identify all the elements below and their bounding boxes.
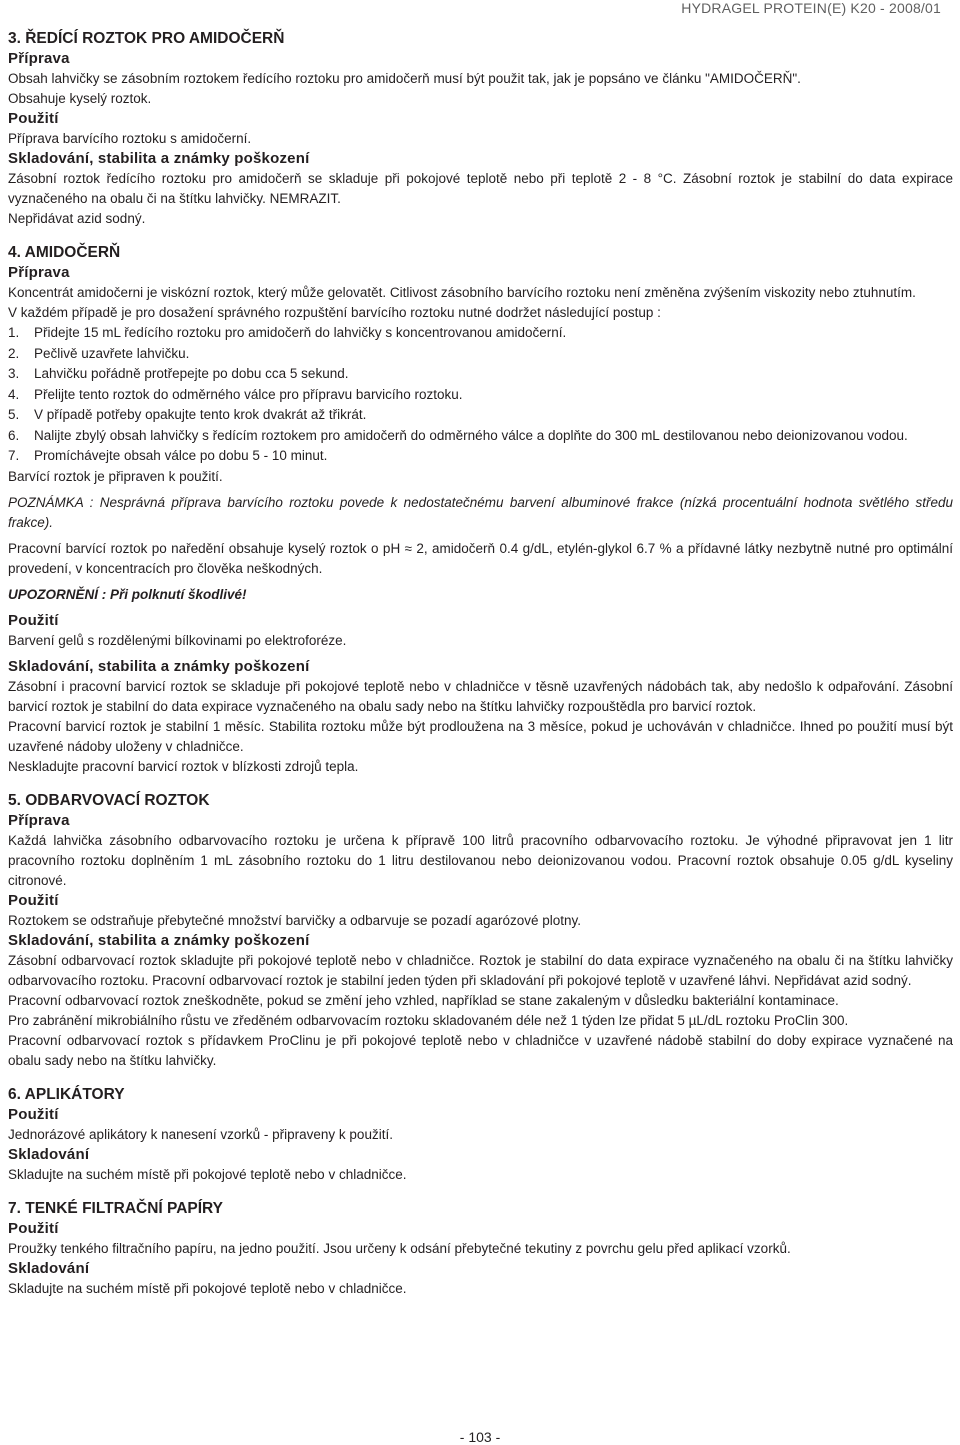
subheading-pouziti: Použití <box>8 891 59 909</box>
subheading-skladovani: Skladování <box>8 1145 90 1163</box>
step-text: Přelijte tento roztok do odměrného válce pro přípravu barvicího roztoku. <box>34 386 463 402</box>
subheading-priprava: Příprava <box>8 811 70 829</box>
step-number: 6. <box>8 427 20 443</box>
step-number: 5. <box>8 407 20 422</box>
paragraph: Příprava barvícího roztoku s amidočerní. <box>8 131 252 146</box>
list-item <box>8 323 953 344</box>
step-text: Přidejte 15 mL ředícího roztoku pro amidočerň do lahvičky s koncentrovanou amidočerní. <box>34 325 567 340</box>
paragraph: Pracovní barvicí roztok je stabilní 1 měsíc. Stabilita roztoku může být prodloužena na 3 měsíce, pokud je uchováván v chladničce. Ihned po použití musí být uzavřené nádoby uloženy v chladničce. <box>8 718 953 754</box>
paragraph: Pracovní barvící roztok po naředění obsahuje kyselý roztok o pH ≈ 2, amidočerň 0.4 g/dL, etylén-glykol 6.7 % a přídavné látky nezbytně nutné pro optimální provedení, v koncentracích pro člověka neškodných. <box>8 540 953 576</box>
list-item <box>8 405 953 426</box>
section-title: 3. ŘEDÍCÍ ROZTOK PRO AMIDOČERŇ <box>8 30 285 47</box>
paragraph: Pracovní odbarvovací roztok s přídavkem ProClinu je při pokojové teplotě nebo v chladničce v uzavřené nádobě stabilní do doby expirace vyznačené na obalu sady nebo na štítku lahvičky. <box>8 1032 953 1068</box>
paragraph: Barvení gelů s rozdělenými bílkovinami po elektroforéze. <box>8 632 347 648</box>
section-6 <box>8 1085 953 1185</box>
paragraph: Skladujte na suchém místě při pokojové teplotě nebo v chladničce. <box>8 1166 407 1182</box>
section-title: 4. AMIDOČERŇ <box>8 244 121 261</box>
step-number: 3. <box>8 366 20 381</box>
paragraph: Nepřidávat azid sodný. <box>8 211 146 226</box>
document-header: HYDRAGEL PROTEIN(E) K20 - 2008/01 <box>681 0 941 16</box>
list-item <box>8 426 953 447</box>
section-5 <box>8 791 953 1071</box>
section-title: 7. TENKÉ FILTRAČNÍ PAPÍRY <box>8 1199 224 1217</box>
paragraph: Skladujte na suchém místě při pokojové teplotě nebo v chladničce. <box>8 1280 407 1296</box>
document-body <box>8 29 953 1299</box>
note-paragraph: POZNÁMKA : Nesprávná příprava barvícího roztoku povede k nedostatečnému barvení albuminové frakce (nízká procentuální hodnota světlého středu frakce). <box>8 494 953 530</box>
paragraph: Zásobní roztok ředícího roztoku pro amidočerň se skladuje při pokojové teplotě nebo při teplotě 2 - 8 °C. Zásobní roztok je stabilní do data expirace vyznačeného na obalu či na štítku lahvičky. NEMRAZIT. <box>8 171 953 206</box>
warning-text: UPOZORNĚNÍ : Při polknutí škodlivé! <box>8 586 247 602</box>
paragraph: Zásobní i pracovní barvicí roztok se skladuje při pokojové teplotě nebo v chladničce v těsně uzavřených nádobách tak, aby nedošlo k odpařování. Zásobní barvicí roztok je stabilní do data expirace vyznačeného na obalu sady nebo na štítku lahvičky rozpouštědla pro barvicí roztok. <box>8 678 953 714</box>
paragraph: Proužky tenkého filtračního papíru, na jedno použití. Jsou určeny k odsání přebytečné tekutiny z povrchu gelu před aplikací vzorků. <box>8 1240 791 1256</box>
paragraph: Obsahuje kyselý roztok. <box>8 91 152 106</box>
section-4 <box>8 243 953 777</box>
paragraph: Každá lahvička zásobního odbarvovacího roztoku je určena k přípravě 100 litrů pracovního odbarvovacího roztoku. Je výhodné připravovat jen 1 litr pracovního roztoku doplněním 1 mL zásobního roztoku do 1 litru destilovanou nebo deionizovanou vodou. Pracovní roztok obsahuje 0.05 g/dL kyseliny citronové. <box>8 832 953 888</box>
step-number: 2. <box>8 345 20 361</box>
subheading-skladovani: Skladování, stabilita a známky poškození <box>8 657 310 675</box>
paragraph: Pracovní odbarvovací roztok zneškodněte, pokud se změní jeho vzhled, například se stane zakaleným v důsledku bakteriální kontaminace. <box>8 992 839 1008</box>
paragraph: Obsah lahvičky se zásobním roztokem ředícího roztoku pro amidočerň musí být použit tak, jak je popsáno ve článku "AMIDOČERŇ". <box>8 71 801 86</box>
step-text: Promíchávejte obsah válce po dobu 5 - 10 minut. <box>34 448 328 463</box>
page-number: - 103 - <box>459 1429 501 1445</box>
subheading-priprava: Příprava <box>8 264 70 281</box>
paragraph: Jednorázové aplikátory k nanesení vzorků - připraveny k použití. <box>8 1126 393 1142</box>
procedure-steps <box>8 323 953 467</box>
list-item <box>8 364 953 385</box>
section-title: 5. ODBARVOVACÍ ROZTOK <box>8 791 210 809</box>
step-text: Pečlivě uzavřete lahvičku. <box>34 345 190 361</box>
step-number: 1. <box>8 325 20 340</box>
subheading-skladovani: Skladování <box>8 1259 90 1277</box>
step-number: 4. <box>8 386 20 402</box>
subheading-pouziti: Použití <box>8 611 59 629</box>
subheading-pouziti: Použití <box>8 1105 59 1123</box>
subheading-skladovani: Skladování, stabilita a známky poškození <box>8 150 310 167</box>
step-text: V případě potřeby opakujte tento krok dvakrát až třikrát. <box>34 407 367 422</box>
paragraph: Neskladujte pracovní barvicí roztok v blízkosti zdrojů tepla. <box>8 758 359 774</box>
paragraph: Zásobní odbarvovací roztok skladujte při pokojové teplotě nebo v chladničce. Roztok je stabilní do data expirace vyznačeného na obalu či na štítku lahvičky odbarvovacího roztoku. Pracovní odbarvovací roztok je stabilní jeden týden při skladování při pokojové teplotě v uzavřené láhvi. Nepřidávat azid sodný. <box>8 952 953 988</box>
subheading-skladovani: Skladování, stabilita a známky poškození <box>8 931 310 949</box>
section-3 <box>8 29 953 229</box>
paragraph: Roztokem se odstraňuje přebytečné množství barvičky a odbarvuje se pozadí agarózové plotny. <box>8 912 582 928</box>
paragraph: Pro zabránění mikrobiálního růstu ve zředěném odbarvovacím roztoku skladovaném déle než 1 týden lze přidat 5 µL/dL roztoku ProClin 300. <box>8 1012 849 1028</box>
section-7 <box>8 1199 953 1299</box>
paragraph: Koncentrát amidočerni je viskózní roztok, který může gelovatět. Citlivost zásobního barvícího roztoku není změněna zvýšením viskozity nebo ztuhnutím. <box>8 285 916 300</box>
section-title: 6. APLIKÁTORY <box>8 1085 125 1103</box>
subheading-priprava: Příprava <box>8 50 70 67</box>
list-item <box>8 385 953 406</box>
subheading-pouziti: Použití <box>8 1219 59 1237</box>
list-item <box>8 344 953 365</box>
paragraph: Barvící roztok je připraven k použití. <box>8 468 223 484</box>
list-item <box>8 446 953 467</box>
step-text: Lahvičku pořádně protřepejte po dobu cca 5 sekund. <box>34 366 349 381</box>
subheading-pouziti: Použití <box>8 110 59 127</box>
paragraph: V každém případě je pro dosažení správného rozpuštění barvícího roztoku nutné dodržet následující postup : <box>8 305 661 320</box>
step-text: Nalijte zbylý obsah lahvičky s ředícím roztokem pro amidočerň do odměrného válce a doplňte do 300 mL destilovanou nebo deionizovanou vodou. <box>34 427 908 443</box>
step-number: 7. <box>8 448 20 463</box>
